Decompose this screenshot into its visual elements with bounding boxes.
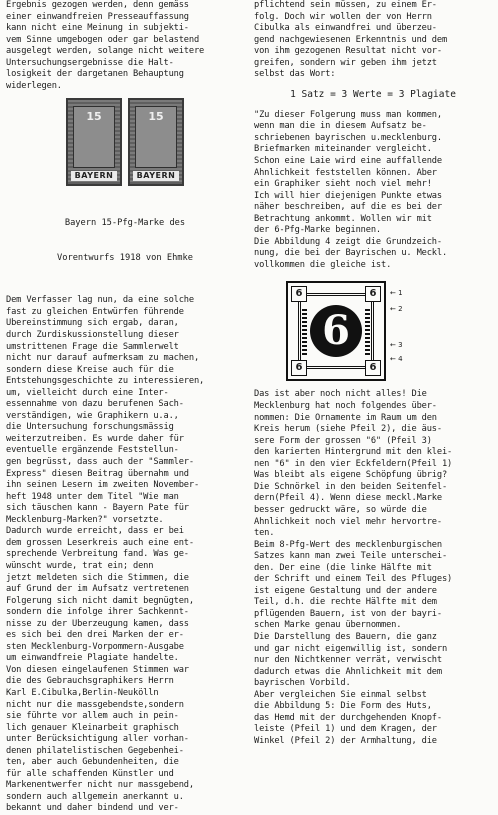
text-line: lich genauer Kleinarbeit graphisch	[6, 722, 179, 733]
text-line: "Zu dieser Folgerung muss man kommen,	[254, 109, 442, 120]
text-line: Entstehungsgeschichte zu interessieren,	[6, 376, 205, 387]
text-line: sondern diese Kreise auch für die	[6, 364, 174, 375]
right-column	[254, 0, 492, 747]
text-line: sondern auch allgemein anerkannt u.	[6, 791, 184, 802]
text-line: sprechende Verbreitung fand. Was ge-	[6, 549, 189, 560]
text-line: nung, die bei der Bayrischen u. Meckl.	[254, 248, 448, 259]
text-line: Folgerung sich nicht damit begnügten,	[6, 595, 194, 606]
text-line: Winkel (Pfeil 2) der Armhaltung, die	[254, 735, 437, 746]
text-line: Aber vergleichen Sie einmal selbst	[254, 689, 427, 700]
text-line: den karierten Hintergrund mit den klei-	[254, 447, 453, 458]
figure-4	[254, 275, 492, 387]
text-line: die des Gebrauchsgraphikers Herrn	[6, 676, 174, 687]
text-line: sie führte vor allem auch in pein-	[6, 711, 179, 722]
text-line: losigkeit der dargetanen Behauptung	[6, 69, 184, 80]
text-line: unter Berücksichtigung aller vorhan-	[6, 734, 189, 745]
arrow-label: ← 2	[390, 305, 403, 314]
text-line: von ihm gezogenen Resultat nicht vor-	[254, 46, 442, 57]
corner-digit: 6	[365, 286, 381, 302]
text-line: der Schrift und einem Teil des Pfluges)	[254, 574, 453, 585]
text-line: heft 1948 unter dem Titel "Wie man	[6, 491, 179, 502]
text-line: schen Marke genau übernommen.	[254, 620, 402, 631]
arrow-label: ← 3	[390, 341, 403, 350]
text-line: Die Abbildung 4 zeigt die Grundzeich-	[254, 236, 442, 247]
text-line: ausgelegt werden, solange nicht weitere	[6, 46, 205, 57]
text-line: Übereinstimmung sich ergab, daran,	[6, 318, 179, 329]
text-line: durch Zurdiskussionstellung dieser	[6, 330, 179, 341]
text-line: Ähnlichkeit noch viel mehr hervortre-	[254, 516, 442, 527]
text-line: verständigen, wie Graphikern u.a.,	[6, 410, 179, 421]
text-line: kann nicht eine Meinung in subjekti-	[6, 23, 189, 34]
text-line: gend nachgewiesenen Erkenntnis und dem	[254, 34, 448, 45]
text-line: Cibulka als einwandfrei und überzeu-	[254, 23, 437, 34]
text-line: nommen: Die Ornamente im Raum um den	[254, 412, 437, 423]
text-line: wünscht wurde, trat ein; denn	[6, 560, 154, 571]
corner-digit: 6	[291, 360, 307, 376]
text-line: jetzt meldeten sich die Stimmen, die	[6, 572, 189, 583]
text-line: Dadurch wurde erreicht, dass er bei	[6, 526, 184, 537]
text-line: dem grossen Leserkreis auch eine ent-	[6, 537, 194, 548]
text-line: um, vielleicht durch eine Inter-	[6, 387, 169, 398]
text-line: nen "6" in den vier Eckfeldern(Pfeil 1)	[254, 458, 453, 469]
text-line: ein Graphiker sieht noch viel mehr!	[254, 179, 432, 190]
text-line: die Untersuchung forschungsmässig	[6, 422, 174, 433]
intro-paragraph	[6, 0, 244, 92]
text-line: Ähnlichkeit feststellen können. Aber	[254, 167, 437, 178]
text-line: Mecklenburg-Marken?" vorsetzte.	[6, 514, 164, 525]
stamp-drawing	[286, 281, 386, 381]
text-line: nicht nur darauf aufmerksam zu machen,	[6, 353, 200, 364]
left-column	[6, 0, 244, 815]
text-line: nicht nur die massgebendste,sondern	[6, 699, 184, 710]
text-line: Karl E.Cibulka,Berlin-Neukölln	[6, 687, 159, 698]
text-line: selbst das Wort:	[254, 69, 336, 80]
text-line: Das ist aber noch nicht alles! Die	[254, 389, 427, 400]
text-line: Was bleibt als eigene Schöpfung übrig?	[254, 470, 448, 481]
text-line: ist eigene Gestaltung und der andere	[254, 585, 437, 596]
text-line: eventuelle ergänzende Feststellun-	[6, 445, 179, 456]
text-line: pflügenden Bauern, ist von der bayri-	[254, 608, 442, 619]
text-line: Untersuchungsergebnisse die Halt-	[6, 57, 174, 68]
text-line: um einwandfreie Plagiate handelte.	[6, 653, 179, 664]
text-line: Express" diesen Beitrag übernahm und	[6, 468, 189, 479]
text-line: ten, aber auch Gebundenheiten, die	[6, 757, 179, 768]
text-line: Satzes kann man zwei Teile unterschei-	[254, 551, 448, 562]
text-line: wenn man die in diesem Aufsatz be-	[254, 121, 427, 132]
text-line: Die Schnörkel in den beiden Seitenfel-	[254, 481, 448, 492]
text-line: Von diesen eingelaufenen Stimmen war	[6, 664, 189, 675]
text-line: und gar nicht eigenwillig ist, sondern	[254, 643, 448, 654]
text-line: näher beschreiben, auf die es bei der	[254, 202, 442, 213]
arrow-label: ← 1	[390, 289, 403, 298]
continuation-paragraph	[254, 0, 492, 81]
text-line: nur den Nichtkenner verrät, verwischt	[254, 655, 442, 666]
text-line: vollkommen die gleiche ist.	[254, 259, 392, 270]
text-line: sich täuschen kann - Bayern Pate für	[6, 503, 189, 514]
quote-paragraph	[254, 110, 492, 272]
text-line: Markenentwerfer nicht nur massgebend,	[6, 780, 194, 791]
text-line: dadurch etwas die Ähnlichkeit mit dem	[254, 666, 442, 677]
text-line: Kreis herum (siehe Pfeil 2), die äus-	[254, 424, 442, 435]
text-line: pflichtend sein müssen, zu einem Er-	[254, 0, 437, 10]
text-line: bekannt und daher bindend und ver-	[6, 803, 179, 814]
text-line: sondern die infolge ihrer Sachkennt-	[6, 607, 189, 618]
text-line: Schon eine Laie wird eine auffallende	[254, 156, 442, 167]
text-line: Dem Verfasser lag nun, da eine solche	[6, 295, 194, 306]
text-line: schriebenen bayrischen u.mecklenburg.	[254, 132, 442, 143]
text-line: vem Sinne umgebogen oder gar belastend	[6, 34, 200, 45]
text-line: Beim 8-Pfg-Wert des mecklenburgischen	[254, 539, 442, 550]
text-line: ihn seinen Lesern im zweiten November-	[6, 480, 200, 491]
stamp-image: 15 BAYERN	[66, 98, 122, 186]
text-line: fast zu gleichen Entwürfen führende	[6, 306, 184, 317]
text-line: bayrischen Vorbild.	[254, 678, 351, 689]
text-line: Die Darstellung des Bauern, die ganz	[254, 631, 437, 642]
stamp-label: BAYERN	[133, 171, 179, 181]
text-line: für alle schaffenden Künstler und	[6, 768, 174, 779]
text-line: das Hemd mit der durchgehenden Knopf-	[254, 712, 442, 723]
text-line: nisse zu der Überzeugung kamen, dass	[6, 618, 189, 629]
arrow-label: ← 4	[390, 355, 403, 364]
text-line: gen begrüsst, dass auch der "Sammler-	[6, 457, 194, 468]
stamp-caption: Bayern 15-Pfg-Marke des Vorentwurfs 1918 von Ehmke	[57, 218, 193, 263]
center-digit: 6	[310, 305, 362, 357]
text-line: denen philatelistischen Gegebenhei-	[6, 745, 184, 756]
text-line: Ergebnis gezogen werden, denn gemäss	[6, 0, 189, 10]
text-line: Briefmarken miteinander vergleicht.	[254, 144, 432, 155]
stamp-illustration	[6, 98, 244, 190]
text-line: einer einwandfreien Presseauffassung	[6, 11, 189, 22]
analysis-paragraph	[254, 389, 492, 747]
main-paragraph-left	[6, 295, 244, 815]
text-line: die Abbildung 5: Die Form des Huts,	[254, 701, 432, 712]
text-line: dern(Pfeil 4). Wenn diese meckl.Marke	[254, 493, 442, 504]
text-line: ten.	[254, 528, 275, 539]
text-line: Betrachtung ankommt. Wollen wir mit	[254, 213, 432, 224]
text-line: sten Mecklenburg-Vorpommern-Ausgabe	[6, 641, 184, 652]
text-line: Teil, d.h. die rechte Hälfte mit dem	[254, 597, 437, 608]
text-line: folg. Doch wir wollen der von Herrn	[254, 11, 432, 22]
text-line: Ich will hier diejenigen Punkte etwas	[254, 190, 442, 201]
text-line: den. Der eine (die linke Hälfte mit	[254, 562, 432, 573]
text-line: essennahme von dazu berufenen Sach-	[6, 399, 184, 410]
text-line: es sich bei den drei Marken der er-	[6, 630, 184, 641]
corner-digit: 6	[291, 286, 307, 302]
text-line: sere Form der grossen "6" (Pfeil 3)	[254, 435, 432, 446]
stamp-label: BAYERN	[71, 171, 117, 181]
text-line: auf Grund der im Aufsatz vertretenen	[6, 584, 189, 595]
text-line: umstrittenen Frage die Sammlerwelt	[6, 341, 179, 352]
text-line: widerlegen.	[6, 80, 62, 91]
text-line: der 6-Pfg-Marke beginnen.	[254, 225, 382, 236]
stamp-image: 15 BAYERN	[128, 98, 184, 186]
text-line: Mecklenburg hat noch folgendes über-	[254, 401, 437, 412]
text-line: leiste (Pfeil 1) und dem Kragen, der	[254, 724, 437, 735]
text-line: besser gedruckt wäre, so würde die	[254, 504, 427, 515]
formula-heading: 1 Satz = 3 Werte = 3 Plagiate	[290, 88, 456, 100]
text-line: greifen, sondern wir geben ihm jetzt	[254, 57, 437, 68]
text-line: weiterzutreiben. Es wurde daher für	[6, 433, 184, 444]
corner-digit: 6	[365, 360, 381, 376]
